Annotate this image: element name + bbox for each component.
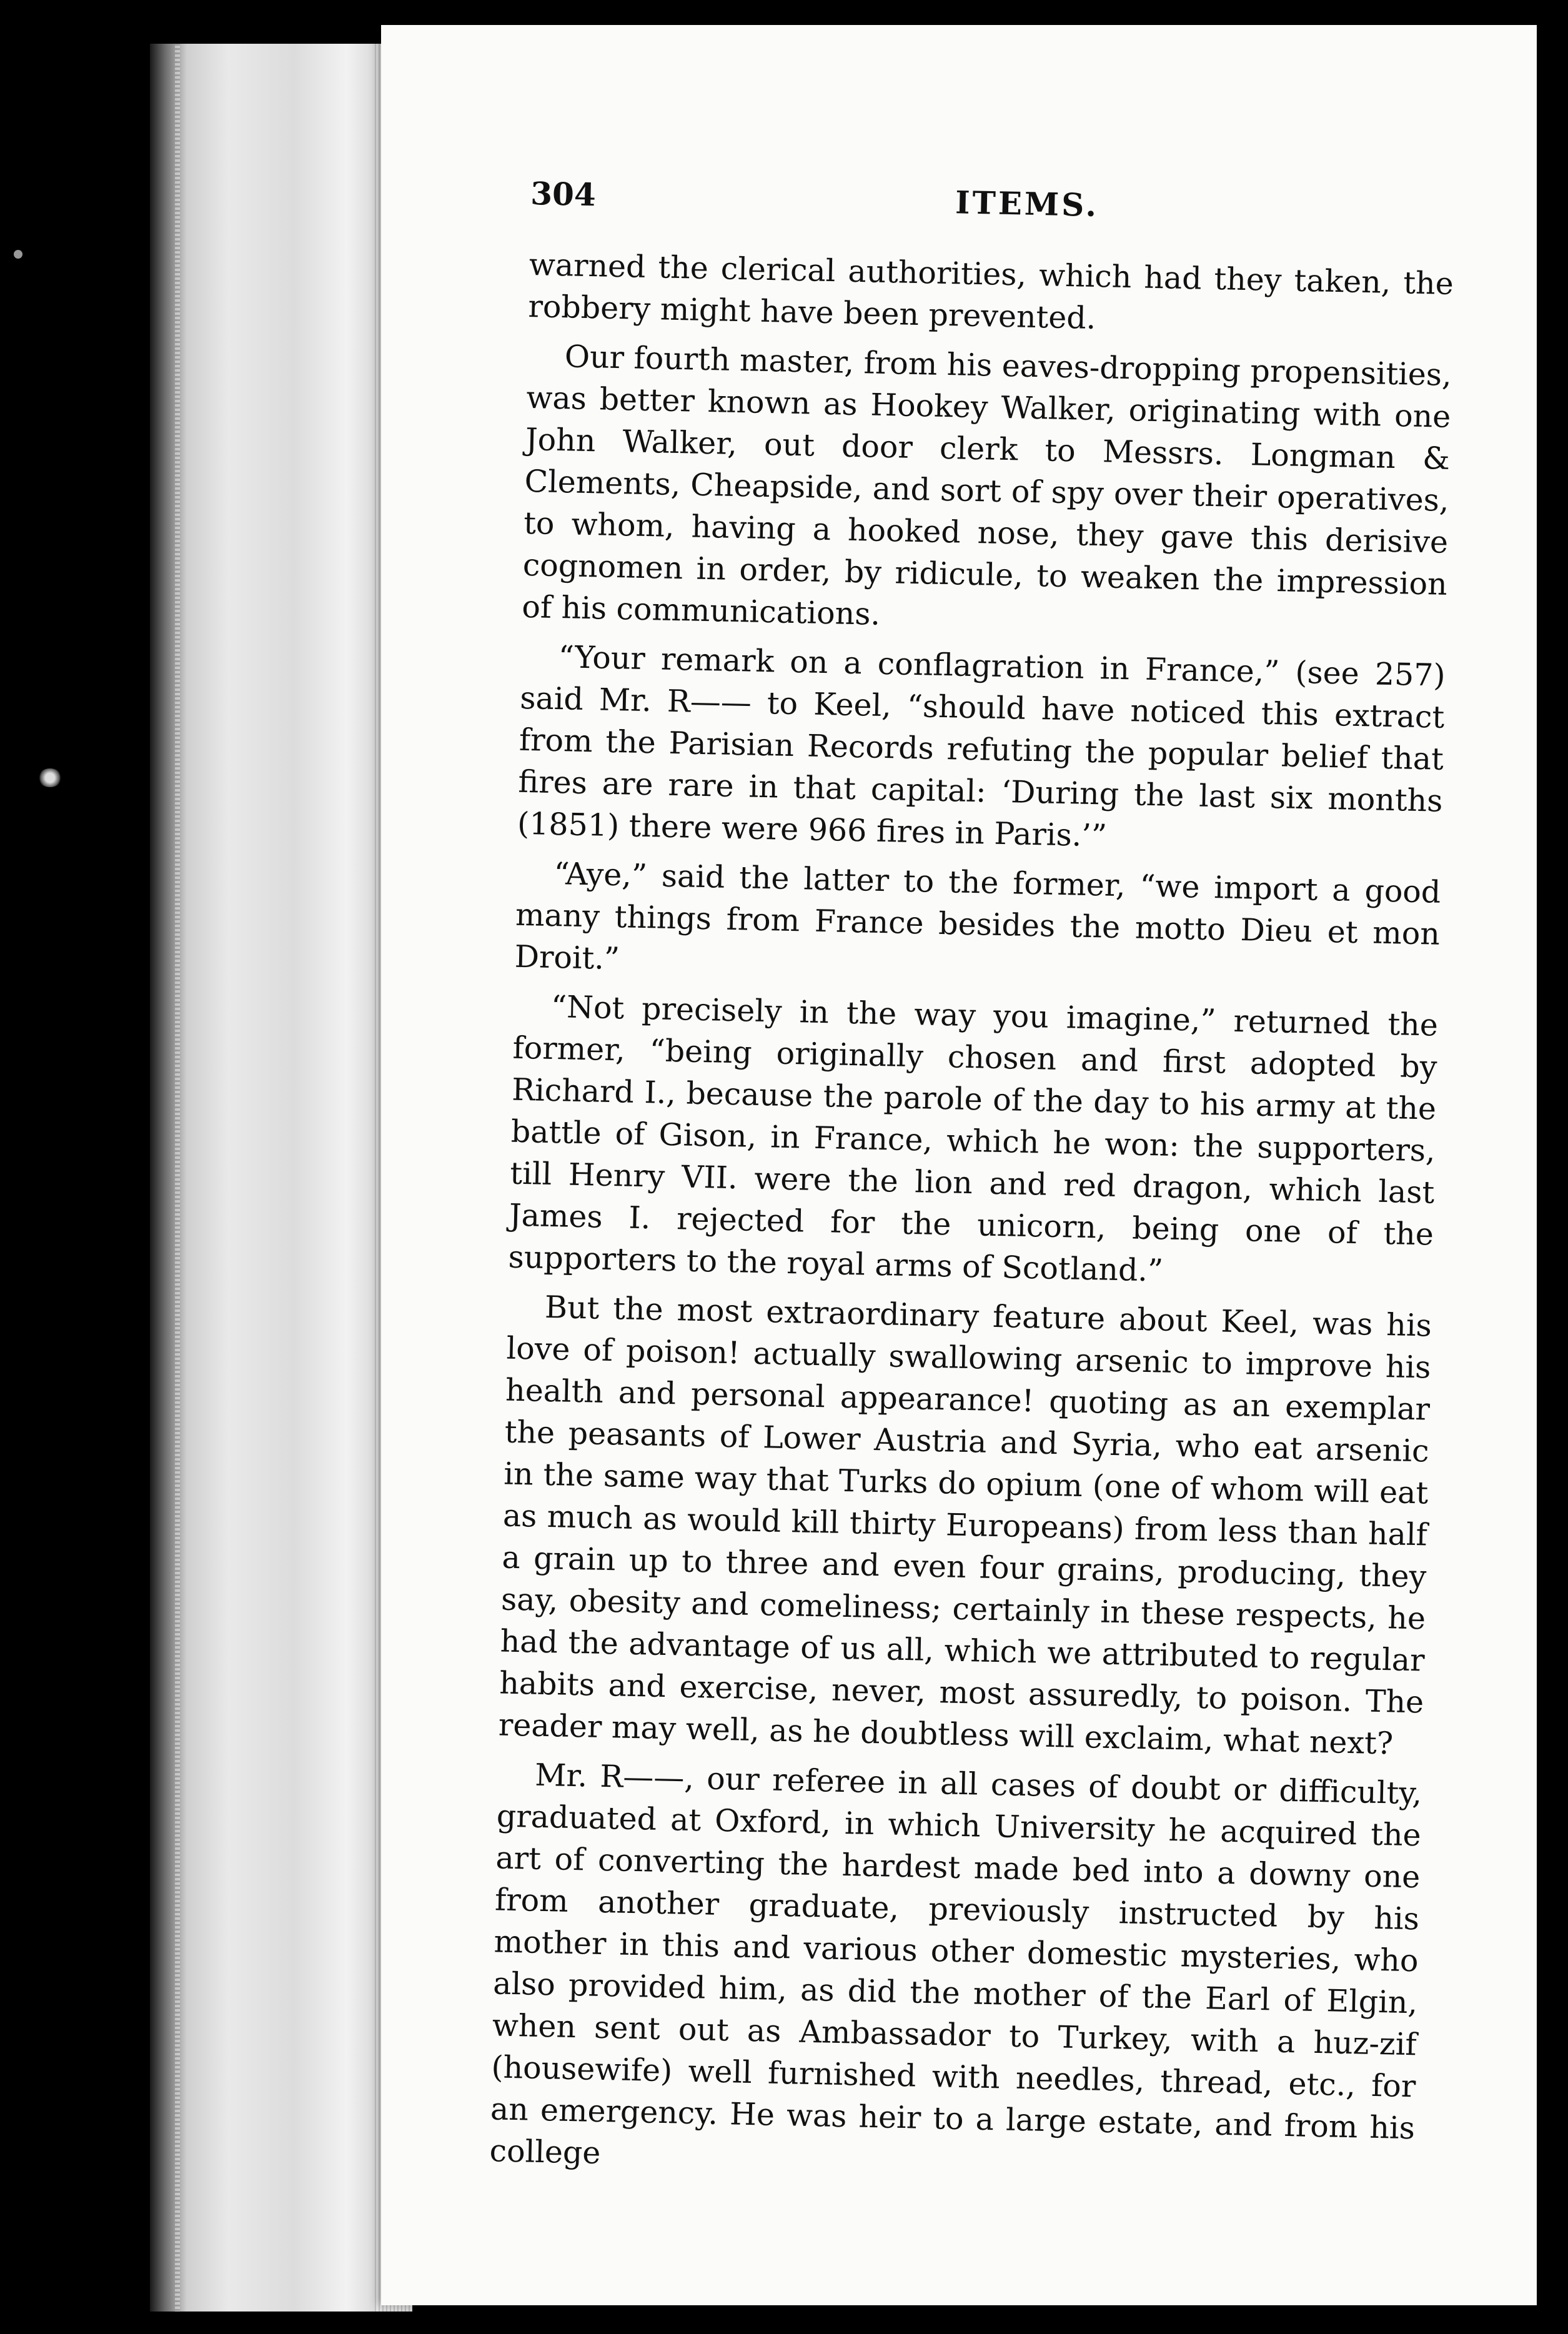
paragraph-2: Our fourth master, from his eaves-dropping propensities, was better known as Hookey Walker, originating with one John Walker, out door clerk to Messrs. Longman & Clements, Cheapside, and sort of spy over their operatives, to whom, having a hooked nose, they gave this derisive cognomen in order, by ridicule, to weaken the impression of his communications. — [521, 339, 1452, 632]
margin-stain — [37, 768, 62, 787]
paragraph-6: But the most extraordinary feature about Keel, was his love of poison! actually swallowing arsenic to improve his health and personal appearance! quoting as an exemplar the peasants of Lower Austria and Syria, who eat arsenic in the same way that Turks do opium (one of whom will eat as much as would kill thirty Europeans) from less than half a grain up to three and even four grains, producing, they say, obesity and comeliness; certainly in these respects, he had the advantage of us all, which we attributed to regular habits and exercise, never, most assuredly, to poison. The reader may well, as he doubtless will exclaim, what next? — [498, 1289, 1432, 1762]
book-page-edges — [150, 44, 412, 2312]
page-content — [489, 175, 1456, 2191]
paragraph-1: warned the clerical authorities, which had they taken, the robbery might have been prevented. — [527, 246, 1454, 336]
paragraph-4: “Aye,” said the latter to the former, “we import a good many things from France besides the motto Dieu et mon Droit.” — [514, 856, 1441, 977]
margin-speck — [14, 250, 22, 259]
paragraph-3: “Your remark on a conflagration in France,” (see 257) said Mr. R—— to Keel, “should have noticed this extract from the Parisian Records refuting the popular belief that fires are rare in that capital: ‘During the last six months (1851) there were 966 fires in Paris.’” — [517, 639, 1446, 854]
page-header — [530, 175, 1456, 251]
book-page — [381, 25, 1537, 2305]
paragraph-5: “Not precisely in the way you imagine,” returned the former, “being originally chosen and first adopted by Richard I., because the parole of the day to his army at the battle of Gison, in France, which he won: the supporters, till Henry VII. were the lion and red dragon, which last James I. rejected for the unicorn, being one of the supporters to the royal arms of Scotland.” — [508, 988, 1439, 1289]
running-head: ITEMS. — [955, 184, 1099, 224]
paragraph-7: Mr. R——, our referee in all cases of doubt or difficulty, graduated at Oxford, in which University he acquired the art of converting the hardest made bed into a downy one from another graduate, previously instructed by his mother in this and various other domestic mysteries, who also provided him, as did the mother of the Earl of Elgin, when sent out as Ambassador to Turkey, with a huz-zif (housewife) well furnished with needles, thread, etc., for an emergency. He was heir to a large estate, and from his college — [489, 1757, 1422, 2172]
page-number: 304 — [530, 175, 597, 214]
body-text — [489, 244, 1454, 2191]
